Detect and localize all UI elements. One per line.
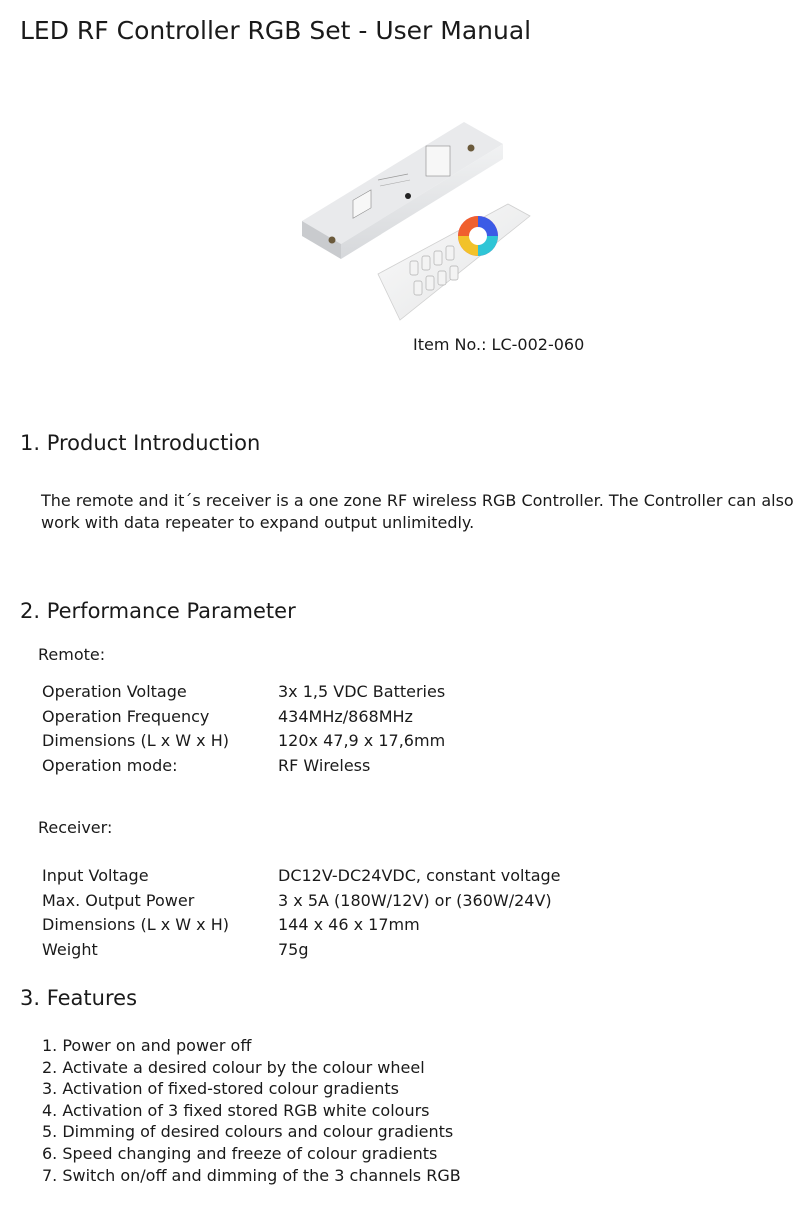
list-item: 3. Activation of fixed-stored colour gradients bbox=[42, 1079, 399, 1099]
spec-key: Operation Voltage bbox=[42, 682, 187, 701]
list-item: 6. Speed changing and freeze of colour gradients bbox=[42, 1143, 438, 1163]
receiver-label: Receiver: bbox=[38, 818, 113, 837]
spec-row bbox=[42, 889, 561, 914]
spec-value: 434MHz/868MHz bbox=[278, 706, 413, 726]
spec-key: Max. Output Power bbox=[42, 890, 195, 910]
list-item: 2. Activate a desired colour by the colour wheel bbox=[42, 1057, 425, 1077]
page-title: LED RF Controller RGB Set - User Manual bbox=[20, 16, 532, 45]
remote-label: Remote: bbox=[38, 645, 106, 664]
receiver-spec-table bbox=[42, 864, 561, 963]
spec-row bbox=[42, 754, 445, 779]
spec-row bbox=[42, 938, 561, 963]
spec-key: Dimensions (L x W x H) bbox=[42, 731, 229, 751]
spec-key: Operation Frequency bbox=[42, 706, 210, 726]
section-heading-performance: 2. Performance Parameter bbox=[20, 599, 296, 623]
spec-key: Weight bbox=[42, 940, 98, 960]
spec-key: Input Voltage bbox=[42, 866, 149, 885]
list-item: 1. Power on and power off bbox=[42, 1036, 252, 1055]
list-item: 7. Switch on/off and dimming of the 3 channels RGB bbox=[42, 1165, 461, 1185]
spec-row bbox=[42, 864, 561, 889]
list-item: 5. Dimming of desired colours and colour gradients bbox=[42, 1122, 454, 1142]
spec-row bbox=[42, 705, 445, 730]
spec-value: 120x 47,9 x 17,6mm bbox=[278, 731, 446, 751]
remote-spec-table bbox=[42, 680, 445, 779]
spec-value: DC12V-DC24VDC, constant voltage bbox=[278, 866, 561, 885]
spec-value: 3 x 5A (180W/12V) or (360W/24V) bbox=[278, 890, 552, 910]
features-list bbox=[42, 1035, 461, 1186]
spec-value: 3x 1,5 VDC Batteries bbox=[278, 682, 446, 701]
section-heading-features: 3. Features bbox=[20, 986, 138, 1010]
intro-paragraph-line-2: work with data repeater to expand output unlimitedly. bbox=[41, 513, 475, 532]
section-heading-introduction: 1. Product Introduction bbox=[20, 431, 261, 455]
spec-value: RF Wireless bbox=[278, 756, 371, 776]
spec-key: Dimensions (L x W x H) bbox=[42, 915, 229, 935]
item-number: Item No.: LC-002-060 bbox=[413, 335, 585, 354]
spec-row bbox=[42, 680, 445, 705]
product-image bbox=[298, 116, 534, 328]
intro-paragraph-line-1: The remote and it´s receiver is a one zone RF wireless RGB Controller. The Controller can also bbox=[41, 491, 794, 510]
spec-row bbox=[42, 729, 445, 754]
list-item: 4. Activation of 3 fixed stored RGB white colours bbox=[42, 1100, 430, 1120]
spec-value: 75g bbox=[278, 940, 309, 960]
spec-row bbox=[42, 913, 561, 938]
spec-value: 144 x 46 x 17mm bbox=[278, 915, 420, 935]
spec-key: Operation mode: bbox=[42, 756, 178, 776]
